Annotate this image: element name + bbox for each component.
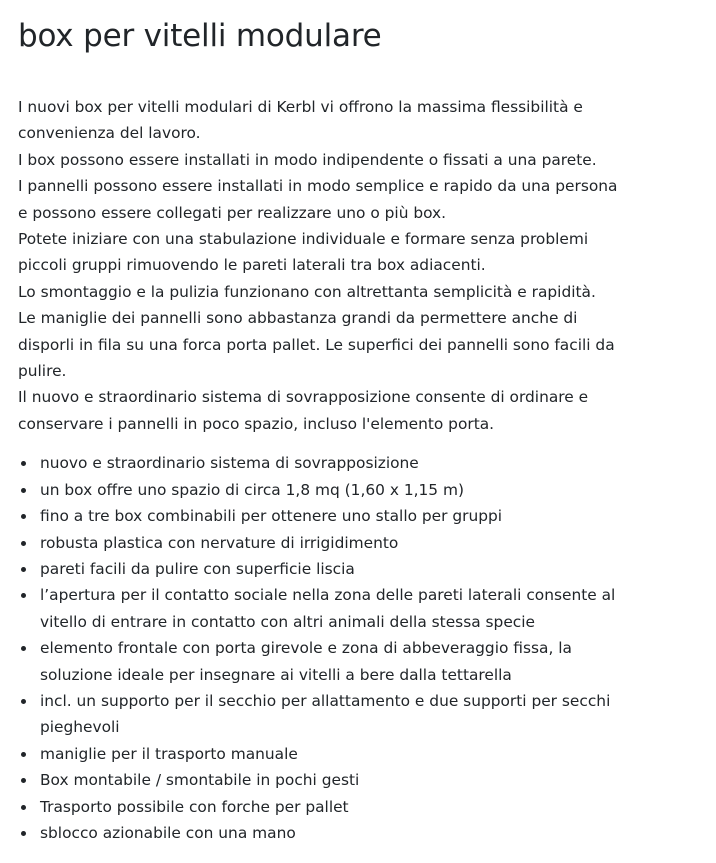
feature-item: sblocco azionabile con una mano bbox=[40, 820, 635, 846]
product-description bbox=[18, 0, 708, 846]
feature-item: pareti facili da pulire con superficie liscia bbox=[40, 556, 635, 582]
feature-item: incl. un supporto per il secchio per allattamento e due supporti per secchi pieghevoli bbox=[40, 688, 635, 741]
description-paragraph: Lo smontaggio e la pulizia funzionano con altrettanta semplicità e rapidità. Le maniglie dei pannelli sono abbastanza grandi da permettere anche di disporli in fila su una forca porta pallet. Le superfici dei pannelli sono facili da pulire. bbox=[18, 282, 615, 381]
description-text bbox=[18, 94, 618, 437]
feature-item: un box offre uno spazio di circa 1,8 mq (1,60 x 1,15 m) bbox=[40, 477, 635, 503]
page-title: box per vitelli modulare bbox=[18, 18, 382, 54]
feature-list bbox=[18, 450, 635, 846]
description-paragraph: Potete iniziare con una stabulazione individuale e formare senza problemi piccoli gruppi rimuovendo le pareti laterali tra box adiacenti. bbox=[18, 230, 589, 275]
description-paragraph: I pannelli possono essere installati in modo semplice e rapido da una persona e possono essere collegati per realizzare uno o più box. bbox=[18, 177, 618, 222]
description-paragraph: Il nuovo e straordinario sistema di sovrapposizione consente di ordinare e conservare i pannelli in poco spazio, incluso l'elemento porta. bbox=[18, 388, 589, 433]
feature-item: robusta plastica con nervature di irrigidimento bbox=[40, 530, 635, 556]
feature-item: Trasporto possibile con forche per pallet bbox=[40, 794, 635, 820]
description-paragraph: I nuovi box per vitelli modulari di Kerbl vi offrono la massima flessibilità e convenienza del lavoro. bbox=[18, 98, 583, 143]
feature-item: fino a tre box combinabili per ottenere uno stallo per gruppi bbox=[40, 503, 635, 529]
feature-item: nuovo e straordinario sistema di sovrapposizione bbox=[40, 450, 635, 476]
feature-item: elemento frontale con porta girevole e zona di abbeveraggio fissa, la soluzione ideale per insegnare ai vitelli a bere dalla tettarella bbox=[40, 635, 635, 688]
feature-item: maniglie per il trasporto manuale bbox=[40, 741, 635, 767]
feature-item: l’apertura per il contatto sociale nella zona delle pareti laterali consente al vitello di entrare in contatto con altri animali della stessa specie bbox=[40, 582, 635, 635]
feature-item: Box montabile / smontabile in pochi gesti bbox=[40, 767, 635, 793]
description-paragraph: I box possono essere installati in modo indipendente o fissati a una parete. bbox=[18, 150, 597, 169]
